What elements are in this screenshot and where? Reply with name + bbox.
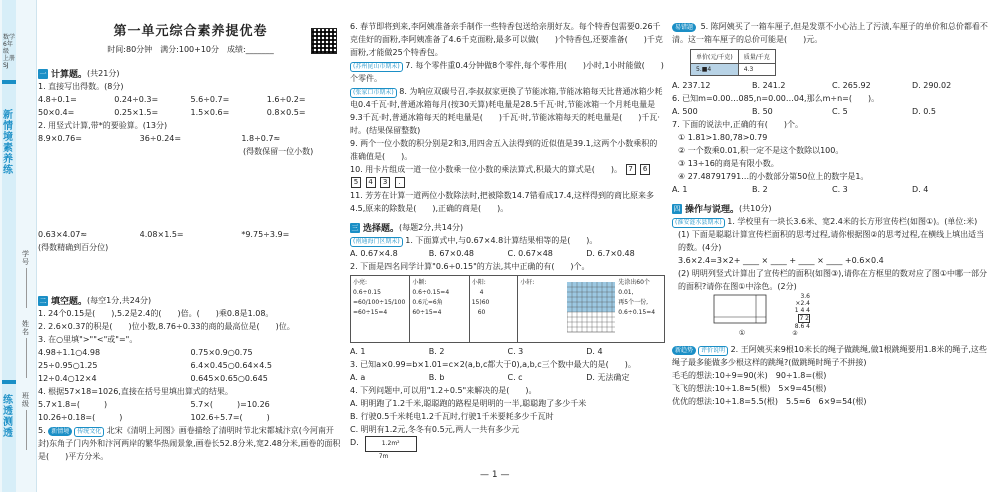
calc-item: 4.8÷0.1= — [38, 95, 77, 104]
compare-item[interactable]: 0.645×0.65○0.645 — [190, 374, 268, 383]
work-space[interactable] — [38, 254, 343, 288]
options-row — [350, 247, 665, 260]
compare-item[interactable]: 4.98÷1.1○4.98 — [38, 348, 101, 357]
work-space[interactable] — [38, 158, 343, 228]
new-context-tag: 新情境 — [48, 427, 72, 436]
option-b[interactable]: B. 67×0.48 — [428, 249, 475, 258]
compare-item[interactable]: 0.75×0.9○0.75 — [190, 348, 253, 357]
method-line: 60 — [471, 309, 486, 316]
area-label: 1.2m² — [365, 436, 417, 452]
option-a[interactable]: A. 0.67×4.8 — [350, 249, 398, 258]
section-number-icon: 三 — [351, 223, 359, 232]
idea-line: 飞飞的想法:10÷1.8≈5(根) 5×9=45(根) — [672, 384, 827, 393]
evaluation-tag: 评价说明 — [698, 346, 728, 356]
options-row — [350, 371, 665, 384]
calc-item: 50×0.4= — [38, 108, 75, 117]
question-text: 4. 根据57×18=1026,直接在括号里填出算式的结果。 — [38, 387, 233, 396]
method-box — [351, 276, 410, 342]
calc-row — [38, 106, 343, 119]
section-calculation — [38, 67, 343, 80]
fill-item[interactable]: 5.7×( )=10.26 — [190, 400, 270, 409]
source-tag: (张家口市期末) — [350, 88, 397, 98]
question-text: 北宋《清明上河图》画卷描绘了清明时节北宋都城汴京(今河南开封)东角子门内外和汴河两岸的繁华热闹景象,画卷长52.8分米,宽2.48分米,画卷的面积是( )平方分米。 — [38, 426, 341, 461]
method-box — [470, 276, 518, 342]
calc-item: 1.8÷0.7≈ — [241, 134, 281, 143]
new-trend-tag: 新趋势 — [672, 346, 696, 355]
method-line: 0.6元=6角 — [412, 299, 443, 306]
number-card[interactable]: 5 — [351, 177, 361, 188]
spine-id-label: 学号 — [22, 250, 29, 266]
formula-line[interactable]: 3.6×2.4=3×2+ ____ × ____ + ____ × ____ +0.6×0.4 — [678, 256, 884, 265]
width-label: 7m — [378, 453, 389, 460]
option-d[interactable]: D. 290.02 — [912, 81, 952, 90]
method-line: 先涂出60个0.01, — [618, 279, 650, 296]
section-title: 填空题。 — [51, 297, 88, 307]
statement-item: ④ 27.48791791…的小数部分第50位上的数字是1。 — [678, 172, 869, 181]
fill-row — [38, 398, 343, 411]
question-text: 8. 为响应双碳号召,李叔叔家更换了节能冰箱,节能冰箱每天比普通冰箱少耗电0.4千瓦·时,普通冰箱每月(按30天算)耗电量是28.5千瓦·时,节能冰箱一个月耗电量是9.3千瓦·时,普通冰箱每天的耗电量是( )千瓦·时,节能冰箱每天的耗电量是( )千瓦·时。(结果保留整数) — [350, 87, 663, 135]
question-text: 1. 下面算式中,与0.67×4.8计算结果相等的是( )。 — [405, 236, 598, 245]
question-text: 9. 两个一位小数的积分别是2和3,用四舍五入法得到的近似值是39.1,这两个小数乘积的准确值是( )。 — [350, 139, 658, 161]
method-line: =60/100÷15/100 — [353, 299, 406, 306]
table-header: 质量/千克 — [738, 50, 775, 64]
option-d[interactable]: D. 无法确定 — [586, 373, 630, 382]
idea-line: 毛毛的想法:10÷9=90(米) 90÷1.8=(根) — [672, 371, 827, 380]
number-card[interactable]: 4 — [366, 177, 376, 188]
source-tag: (淮安涟水县期末) — [672, 218, 725, 228]
method-line: 4 — [471, 289, 484, 296]
option-b[interactable]: B. 2 — [752, 185, 768, 194]
option-d[interactable]: D. 4 — [912, 185, 929, 194]
sub-question: (1) 下面是聪聪计算宣传栏面积的思考过程,请你根据图②的思考过程,在横线上填出适当的数。(4分) — [678, 230, 985, 252]
question-text: 5. 陈阿姨买了一箱车厘子,但是发票不小心沾上了污渍,车厘子的单价和总价都看不清。这一箱车厘子的总价可能是( )元。 — [672, 22, 988, 44]
compare-row — [38, 346, 343, 359]
spine-id-line — [26, 268, 27, 308]
question-10 — [350, 163, 665, 189]
spine-class-label: 班级 — [22, 392, 29, 408]
figure-label: ② — [792, 330, 798, 337]
table-cell: 5.■4 — [691, 64, 739, 76]
method-line: 60÷15=4 — [412, 309, 442, 316]
options-row — [672, 79, 992, 92]
source-tag: (苏州昆山市期末) — [350, 62, 403, 72]
option-label: D. — [350, 438, 359, 447]
option-b[interactable]: B. 50 — [752, 107, 773, 116]
calc-line: 1 4 4 — [794, 307, 810, 314]
section-score-note: (共21分) — [87, 69, 120, 78]
option-a[interactable]: A. a — [350, 373, 366, 382]
calc-line: 8.6 4 — [794, 323, 810, 330]
spine-name-label: 姓名 — [22, 320, 29, 336]
method-label: 小轩: — [520, 279, 535, 286]
fill-item[interactable]: 10.26÷0.18=( ) — [38, 413, 123, 422]
price-table — [690, 49, 776, 76]
compare-item[interactable]: 25÷0.95○1.25 — [38, 361, 98, 370]
hundred-grid-icon — [567, 282, 615, 334]
section-number-icon: 二 — [39, 296, 47, 305]
spine-name-line — [26, 338, 27, 378]
question-text: 3. 已知a×0.99=b×1.01=c×2(a,b,c都大于0),a,b,c三个数中最大的是( )。 — [350, 360, 636, 369]
section-choice — [350, 221, 665, 234]
question-text: 2. 2.6×0.37的积是( )位小数,8.76÷0.33的商的最高位是( )位。 — [38, 322, 295, 331]
rectangle-figure — [365, 436, 425, 462]
method-line: 0.6÷0.15 — [353, 289, 381, 296]
question-o2 — [672, 343, 992, 369]
page-number: — 1 — — [480, 470, 510, 480]
calc-note: (得数精确到百分位) — [38, 243, 109, 252]
compare-item[interactable]: 6.4×0.45○0.64×4.5 — [190, 361, 272, 370]
option-b[interactable]: B. b — [428, 373, 445, 382]
question-c1 — [350, 234, 665, 247]
number-card[interactable]: . — [395, 177, 405, 188]
column-middle — [350, 0, 665, 492]
option-d[interactable]: D. 6.7×0.48 — [586, 249, 635, 258]
question-text: 1. 直接写出得数。(8分) — [38, 82, 124, 91]
fill-row — [38, 411, 343, 424]
options-row — [672, 183, 992, 196]
column-left — [38, 0, 343, 492]
option-a[interactable]: A. 1 — [672, 185, 688, 194]
method-line: 15)60 — [471, 299, 490, 306]
statement-item: ① 1.81>1.80,78>0.79 — [678, 133, 768, 142]
calc-item: 0.25×1.5= — [114, 108, 159, 117]
question-text: 2. 下面是四名同学计算"0.6÷0.15"的方法,其中正确的有( )个。 — [350, 262, 590, 271]
option-a[interactable]: A. 237.12 — [672, 81, 711, 90]
question-text: 3. 在○里填">""<"或"="。 — [38, 335, 138, 344]
section-title: 操作与说理。 — [685, 205, 740, 215]
option-d[interactable] — [350, 436, 665, 462]
method-box — [518, 276, 664, 342]
option-b[interactable]: B. 241.2 — [752, 81, 786, 90]
exam-info: 时间:80分钟 满分:100+10分 成绩:_______ — [107, 45, 274, 54]
section-score-note: (共10分) — [739, 204, 772, 213]
method-line: =60÷15=4 — [353, 309, 388, 316]
statement-item: ③ 13÷16的商是有限小数。 — [678, 159, 779, 168]
method-label: 小亮: — [353, 279, 368, 286]
figure-one — [712, 293, 772, 337]
page-title: 第一单元综合素养提优卷 — [113, 24, 268, 39]
option-c[interactable]: C. c — [507, 373, 523, 382]
question-5 — [672, 20, 992, 46]
compare-item[interactable]: 12÷0.4○12×4 — [38, 374, 97, 383]
spine-brand-secondary: 练透测透 — [3, 395, 13, 439]
spine-brand: 新情境素养练 — [3, 110, 13, 176]
column-right — [672, 0, 992, 492]
option-b[interactable]: B. 行驶0.5千米耗电1.2千瓦时,行驶1千米要耗多少千瓦时 — [350, 412, 554, 421]
calc-item: *9.75÷3.9= — [241, 230, 290, 239]
compare-row — [38, 372, 343, 385]
figure-label: ① — [738, 329, 746, 337]
calc-item: 0.8×0.5= — [266, 108, 306, 117]
options-row — [350, 345, 665, 358]
source-tag: (南通海门区期末) — [350, 237, 403, 247]
table-header: 单价(元/千克) — [691, 50, 739, 64]
option-c[interactable]: C. 265.92 — [832, 81, 871, 90]
calc-note: (得数保留一位小数) — [243, 147, 314, 156]
section-operation — [672, 202, 992, 215]
methods-table — [350, 275, 665, 343]
calc-item: 36÷0.24= — [139, 134, 182, 143]
rectangle-diagram-icon — [712, 293, 772, 327]
question-o1 — [672, 215, 992, 228]
question-text: 1. 学校里有一块长3.6米、宽2.4米的长方形宣传栏(如图①)。(单位:米) — [727, 217, 978, 226]
option-b[interactable]: B. 2 — [428, 347, 445, 356]
question-text: 2. 王阿姨买来9根10米长的绳子做跳绳,做1根跳绳要用1.8米的绳子,这些绳子最多能做多少根这样的跳绳?(做跳绳时绳子不拼接) — [672, 345, 987, 367]
calc-row — [38, 93, 343, 106]
question-5: 5. 新情境 传统文化 北宋《清明上河图》画卷描绘了清明时节北宋都城汴京(今河南开封)东角子门内外和汴河两岸的繁华热闹景象,画卷长52.8分米,宽2.48分米,画卷的面积是( )平方分米。 — [38, 426, 341, 461]
method-label: 小颖: — [412, 279, 427, 286]
idea-line: 优优的想法:10÷1.8=5.5(根) 5.5≈6 6×9=54(根) — [672, 397, 867, 406]
question-text: 4. 下列问题中,可以用"1.2÷0.5"来解决的是( )。 — [350, 386, 537, 395]
question-text: 7. 每个零件重0.4分钟做8个零件,每个零件用( )小时,1小时能做( )个零件。 — [350, 61, 664, 83]
section-score-note: (每题2分,共14分) — [399, 223, 464, 232]
culture-tag: 传统文化 — [74, 427, 104, 437]
question-text: 6. 春节即将到来,李阿姨准备亲手制作一些特香包送给亲朋好友。每个特香包需要0.26千克佳好的面粉,李阿姨准备了4.6千克面粉,最多可以做( )个特香包,还要准备( )千克面粉,才能做25个特香包。 — [350, 22, 663, 57]
number-card[interactable]: 3 — [380, 177, 390, 188]
question-text: 10. 用卡片组成一道一位小数乘一位小数的乘法算式,积最大的算式是( )。 — [350, 165, 623, 174]
method-box — [410, 276, 469, 342]
number-card[interactable]: 7 — [626, 164, 636, 175]
calc-line[interactable]: 7 2 — [799, 315, 809, 322]
compare-row — [38, 359, 343, 372]
section-fill-in — [38, 294, 343, 307]
option-c[interactable]: C. 5 — [832, 107, 848, 116]
method-text — [618, 278, 662, 340]
section-number-icon: 一 — [39, 69, 47, 78]
figures-row — [712, 293, 992, 343]
option-d[interactable]: D. 4 — [586, 347, 603, 356]
question-text: 11. 芳芳在计算一道两位小数除法时,把被除数14.7错看成17.4,这样得到的商比原来多4.5,原来的除数是( ),正确的商是( )。 — [350, 191, 654, 213]
calc-item: 0.63×4.07≈ — [38, 230, 88, 239]
option-a[interactable]: A. 500 — [672, 107, 698, 116]
question-text: 6. 已知m=0.00…085,n=0.00…04,那么m÷n=( )。 — [672, 94, 880, 103]
table-cell: 4.3 — [738, 64, 775, 76]
calc-line: ×2.4 — [795, 300, 810, 307]
calc-item: 8.9×0.76= — [38, 134, 82, 143]
sub-question: (2) 明明列竖式计算出了宣传栏的面积(如图③),请你在方框里的数对应了图①中哪一部分的面积?请你在图①中涂色。(2分) — [678, 269, 988, 291]
option-d[interactable]: D. 0.5 — [912, 107, 936, 116]
method-line: 再5个一份, — [618, 299, 648, 306]
binding-spine — [0, 0, 37, 492]
question-text: 2. 用竖式计算,带*的要验算。(13分) — [38, 121, 168, 130]
method-line: 0.6÷0.15=4 — [412, 289, 450, 296]
calc-item: 1.6÷0.2= — [266, 95, 306, 104]
question-7 — [350, 59, 665, 85]
spine-grade: 数学6年级 上册 SJ — [3, 34, 16, 69]
error-prone-tag: 易错题 — [672, 23, 696, 32]
question-text: 7. 下面的说法中,正确的有( )个。 — [672, 120, 803, 129]
statement-item: ② 一个数乘0.01,积一定不是这个数除以100。 — [678, 146, 844, 155]
spine-class-line — [26, 410, 27, 450]
calc-item: 0.24÷0.3= — [114, 95, 159, 104]
method-label: 小阳: — [471, 279, 486, 286]
option-c[interactable]: C. 明明有1.2元,冬冬有0.5元,两人一共有多少元 — [350, 425, 520, 434]
options-row — [672, 105, 992, 118]
vertical-calculation — [780, 293, 810, 337]
section-title: 计算题。 — [51, 70, 88, 80]
calc-item: 5.6÷0.7= — [190, 95, 230, 104]
section-number-icon: 四 — [673, 204, 681, 213]
qr-code-icon[interactable] — [311, 28, 337, 54]
section-score-note: (每空1分,共24分) — [87, 296, 152, 305]
vertical-calc-row — [38, 132, 343, 145]
calc-item: 4.08×1.5= — [139, 230, 184, 239]
method-line: 0.6÷0.15=4 — [618, 309, 656, 316]
question-8 — [350, 85, 665, 137]
option-c[interactable]: C. 3 — [507, 347, 524, 356]
question-text: 1. 24个0.15是( ),5.2是2.4的( )倍。( )乘0.8是1.08。 — [38, 309, 274, 318]
option-c[interactable]: C. 0.67×48 — [507, 249, 553, 258]
option-a[interactable]: A. 明明跑了1.2千米,聪聪跑的路程是明明的一半,聪聪跑了多少千米 — [350, 399, 587, 408]
calc-item: 1.5×0.6= — [190, 108, 230, 117]
option-c[interactable]: C. 3 — [832, 185, 848, 194]
option-a[interactable]: A. 1 — [350, 347, 366, 356]
calc-line: 3.6 — [800, 293, 810, 300]
number-card[interactable]: 6 — [640, 164, 650, 175]
section-title: 选择题。 — [363, 224, 400, 234]
fill-item[interactable]: 5.7×1.8=( ) — [38, 400, 108, 409]
fill-item[interactable]: 102.6÷5.7=( ) — [190, 413, 270, 422]
vertical-calc-row — [38, 228, 343, 241]
